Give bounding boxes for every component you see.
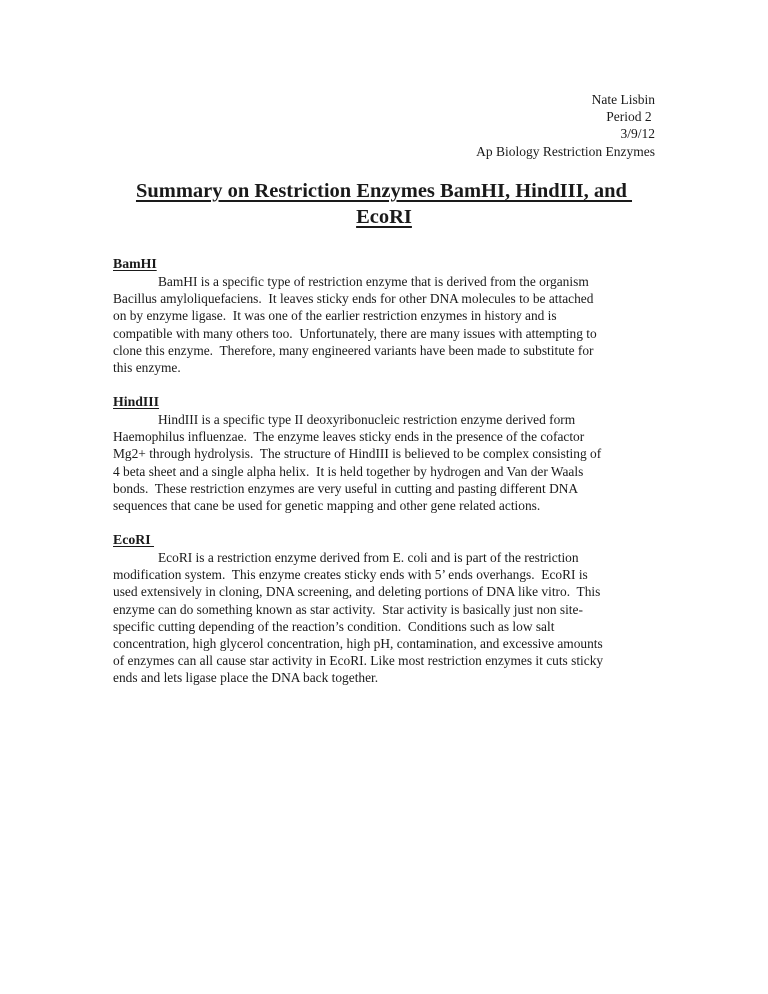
paragraph-line: 4 beta sheet and a single alpha helix. It is held together by hydrogen and Van der Waals [113, 463, 584, 479]
section-heading-bamhi: BamHI [113, 256, 157, 271]
section-bamhi [113, 255, 658, 376]
paragraph-line: used extensively in cloning, DNA screening, and deleting portions of DNA like vitro. This [113, 584, 601, 600]
paragraph-line: modification system. This enzyme creates sticky ends with 5’ ends overhangs. EcoRI is [113, 567, 588, 583]
section-heading-hindiii: HindIII [113, 394, 160, 409]
document-header [476, 91, 655, 160]
title-line-2: EcoRI [356, 206, 412, 228]
section-heading-ecori: EcoRI [113, 532, 155, 547]
paragraph-line: compatible with many others too. Unfortunately, there are many issues with attempting to [113, 325, 597, 341]
paragraph-line: ends and lets ligase place the DNA back together. [113, 670, 379, 686]
paragraph-line: of enzymes can all cause star activity in EcoRI. Like most restriction enzymes it cuts sticky [113, 653, 604, 669]
paragraph-line: specific cutting depending of the reaction’s condition. Conditions such as low salt [113, 618, 555, 634]
author-name: Nate Lisbin [591, 92, 655, 107]
paragraph-line: Bacillus amyloliquefaciens. It leaves sticky ends for other DNA molecules to be attached [113, 291, 594, 307]
paragraph-line: bonds. These restriction enzymes are very useful in cutting and pasting different DNA [113, 480, 579, 496]
title-line-1: Summary on Restriction Enzymes BamHI, HindIII, and [135, 180, 633, 202]
class-period: Period 2 [606, 109, 655, 125]
paragraph-line: clone this enzyme. Therefore, many engineered variants have been made to substitute for [113, 342, 594, 358]
section-ecori [113, 531, 658, 687]
paragraph-line: sequences that cane be used for genetic mapping and other gene related actions. [113, 498, 541, 514]
paragraph-line: EcoRI is a restriction enzyme derived from E. coli and is part of the restriction [158, 550, 579, 565]
document-date: 3/9/12 [620, 126, 655, 142]
paragraph-line: BamHI is a specific type of restriction enzyme that is derived from the organism [158, 274, 589, 289]
paragraph-line: HindIII is a specific type II deoxyribonucleic restriction enzyme derived form [158, 412, 576, 427]
paragraph-line: Mg2+ through hydrolysis. The structure of HindIII is believed to be complex consisting of [113, 446, 602, 462]
paragraph-line: concentration, high glycerol concentration, high pH, contamination, and excessive amounts [113, 636, 603, 652]
paragraph-line: Haemophilus influenzae. The enzyme leaves sticky ends in the presence of the cofactor [113, 429, 585, 445]
paragraph-line: on by enzyme ligase. It was one of the earlier restriction enzymes in history and is [113, 308, 557, 324]
section-body-hindiii [113, 411, 658, 514]
section-hindiii [113, 393, 658, 514]
paragraph-line: enzyme can do something known as star activity. Star activity is basically just non site- [113, 601, 583, 617]
course-title: Ap Biology Restriction Enzymes [476, 143, 655, 159]
paragraph-line: this enzyme. [113, 360, 181, 376]
document-title [100, 178, 668, 230]
section-body-ecori [113, 549, 658, 687]
section-body-bamhi [113, 273, 658, 376]
